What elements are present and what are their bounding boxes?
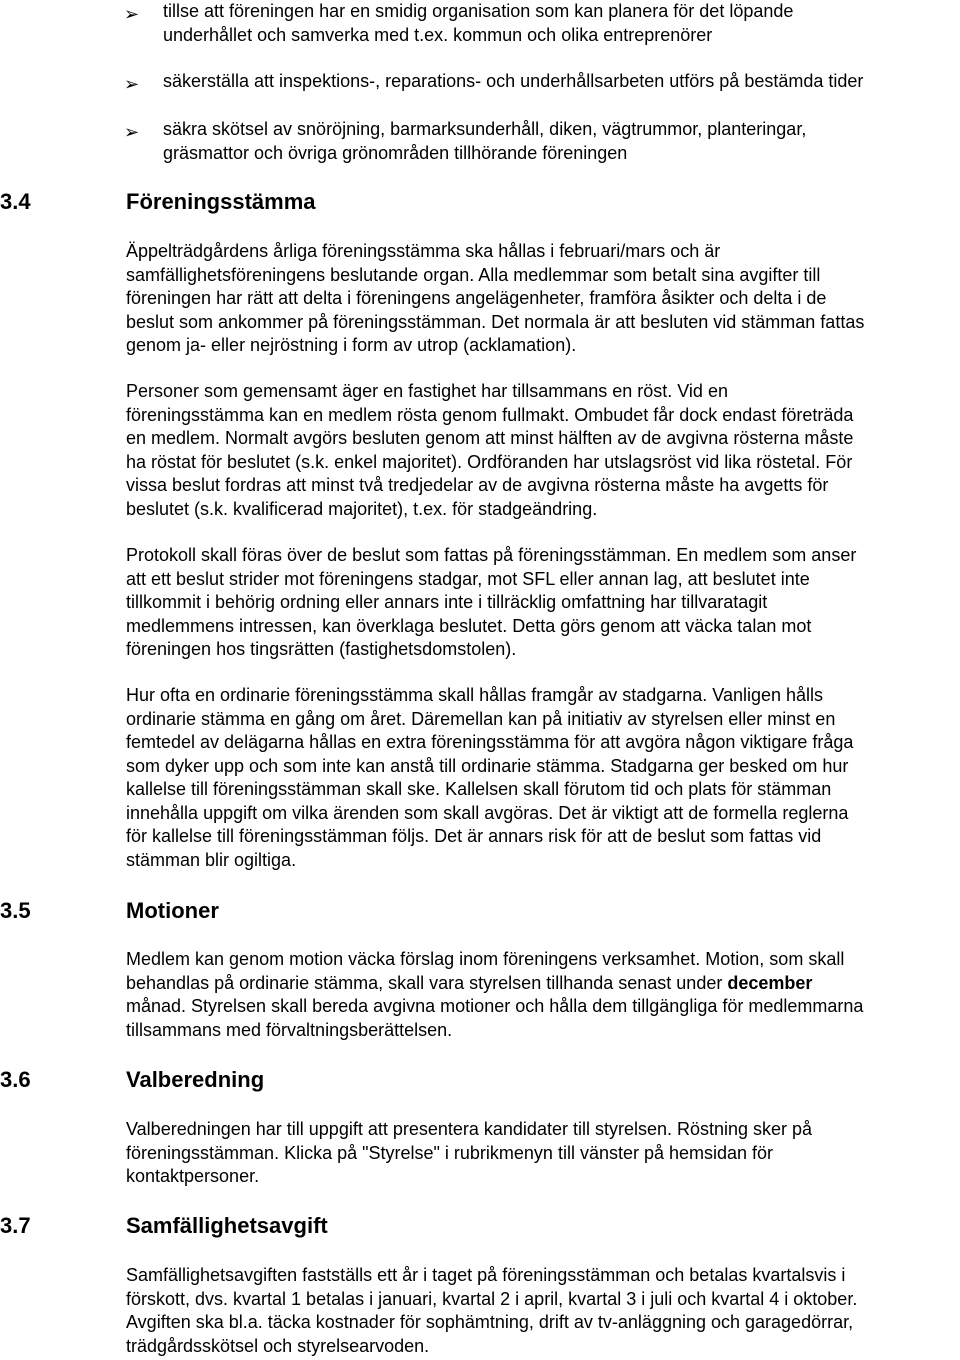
section-heading-3-7: [0, 1213, 900, 1239]
text-line: Personer som gemensamt äger en fastighet har tillsammans en röst. Vid en: [126, 381, 728, 401]
bullet-item: [163, 118, 953, 165]
paragraph-avgift: [126, 1264, 956, 1358]
bullet-line: tillse att föreningen har en smidig organisation som kan planera för det löpande: [163, 1, 794, 21]
section-heading-3-5: [0, 898, 900, 924]
text-line: förskott, dvs. kvartal 1 betalas i januari, kvartal 2 i april, kvartal 3 i juli och kvartal 4 i oktober.: [126, 1288, 858, 1309]
section-title: Motioner: [126, 898, 219, 923]
text-line: beslut som ankommer på föreningsstämman. Det normala är att besluten vid stämman fattas: [126, 311, 865, 332]
text-line: en medlem. Normalt avgörs besluten genom att minst hälften av de avgivna rösterna måste: [126, 428, 854, 448]
text-line: Avgiften ska bl.a. täcka kostnader för sophämtning, drift av tv-anläggning och garagedörrar,: [126, 1312, 854, 1332]
text-line: ha röstat för beslutet (s.k. enkel majoritet). Ordföranden har utslagsröst vid lika röstetal. För: [126, 451, 853, 472]
section-title: Valberedning: [126, 1067, 265, 1092]
bullet-line: säkra skötsel av snöröjning, barmarksunderhåll, diken, vägtrummor, planteringar,: [163, 119, 807, 139]
arrowhead-bullet-icon: ➢: [124, 122, 140, 143]
text-line: föreningsstämma kan en medlem rösta genom fullmakt. Ombudet får dock endast företräda: [126, 404, 854, 425]
text-line: Protokoll skall föras över de beslut som fattas på föreningsstämman. En medlem som anser: [126, 545, 857, 565]
text-line: föreningen har rätt att delta i föreningens angelägenheter, framföra åsikter och delta i de: [126, 288, 827, 308]
text-line: medlemmens intressen, kan överklaga beslutet. Detta görs genom att väcka talan mot: [126, 615, 812, 636]
text-line: genom ja- eller nejröstning i form av utrop (acklamation).: [126, 335, 577, 355]
text-line: [126, 972, 956, 996]
text-line: femtedel av delägarna hållas en extra föreningsstämma för att avgöra någon viktigare fråga: [126, 732, 854, 752]
paragraph-stamma-intro: [126, 240, 956, 358]
bullet-line: gräsmattor och övriga grönområden tillhörande föreningen: [163, 142, 628, 163]
text-run: behandlas på ordinarie stämma, skall vara styrelsen tillhanda senast under: [126, 972, 728, 993]
text-line: kontaktpersoner.: [126, 1166, 260, 1186]
text-line: Valberedningen har till uppgift att presentera kandidater till styrelsen. Röstning sker på: [126, 1119, 813, 1139]
text-line: trädgårdsskötsel och styrelsearvoden.: [126, 1335, 430, 1356]
bullet-item: [163, 0, 953, 47]
section-title: Föreningsstämma: [126, 189, 316, 214]
text-line: Hur ofta en ordinarie föreningsstämma skall hållas framgår av stadgarna. Vanligen hålls: [126, 685, 824, 705]
section-number: 3.4: [0, 189, 31, 214]
text-line: för kallelse till föreningsstämman följs. Det är annars risk för att de beslut som fattas vid: [126, 826, 822, 846]
text-line: föreningen hos tingsrätten (fastighetsdomstolen).: [126, 639, 517, 659]
text-line: ordinarie stämma en gång om året. Däremellan kan på initiativ av styrelsen eller minst en: [126, 708, 836, 729]
arrowhead-bullet-icon: ➢: [124, 4, 140, 25]
paragraph-valberedning: [126, 1118, 956, 1189]
section-title: Samfällighetsavgift: [126, 1213, 328, 1238]
text-line: Medlem kan genom motion väcka förslag inom föreningens verksamhet. Motion, som skall: [126, 949, 845, 969]
text-line: innehålla uppgift om vilka ärenden som skall avgöras. Det är viktigt att de formella reglerna: [126, 802, 849, 823]
section-number: 3.7: [0, 1213, 31, 1238]
section-heading-3-6: [0, 1067, 900, 1093]
text-line: stämman blir ogiltiga.: [126, 849, 297, 870]
paragraph-motioner: [126, 948, 956, 1042]
deadline-month: december: [727, 972, 813, 993]
text-line: att ett beslut strider mot föreningens stadgar, mot SFL eller annan lag, att beslutet inte: [126, 568, 810, 589]
text-line: beslutet (s.k. kvalificerad majoritet), t.ex. för stadgeändring.: [126, 498, 598, 519]
section-number: 3.5: [0, 898, 31, 923]
section-heading-3-4: [0, 189, 900, 215]
bullet-line: underhållet och samverka med t.ex. kommun och olika entreprenörer: [163, 24, 713, 45]
paragraph-kallelse: [126, 684, 956, 872]
text-line: föreningsstämman. Klicka på "Styrelse" i rubrikmenyn till vänster på hemsidan för: [126, 1142, 774, 1163]
text-line: som dyker upp och som inte kan anstå till ordinarie stämma. Stadgarna ger besked om hur: [126, 755, 849, 776]
bullet-line: säkerställa att inspektions-, reparations- och underhållsarbeten utförs på bestämda tider: [163, 71, 864, 91]
paragraph-rostning: [126, 380, 956, 521]
arrowhead-bullet-icon: ➢: [124, 74, 140, 95]
text-line: tillkommit i behörig ordning eller annars inte i tillräcklig omfattning har tillvaratagit: [126, 592, 768, 612]
text-line: månad. Styrelsen skall bereda avgivna motioner och hålla dem tillgängliga för medlemmarna: [126, 996, 864, 1016]
text-line: kallelse till föreningsstämman skall ske. Kallelsen skall förutom tid och plats för stämman: [126, 779, 832, 799]
text-line: vissa beslut fordras att minst två tredjedelar av de avgivna rösterna måste ha avgetts för: [126, 475, 829, 495]
section-number: 3.6: [0, 1067, 31, 1092]
bullet-item: [163, 70, 953, 94]
text-line: Samfällighetsavgiften fastställs ett år i taget på föreningsstämman och betalas kvartalsvis i: [126, 1265, 846, 1285]
paragraph-protokoll: [126, 544, 956, 662]
text-line: Äppelträdgårdens årliga föreningsstämma ska hållas i februari/mars och är: [126, 241, 721, 261]
text-line: samfällighetsföreningens beslutande organ. Alla medlemmar som betalt sina avgifter till: [126, 264, 821, 285]
text-line: tillsammans med förvaltningsberättelsen.: [126, 1019, 453, 1040]
